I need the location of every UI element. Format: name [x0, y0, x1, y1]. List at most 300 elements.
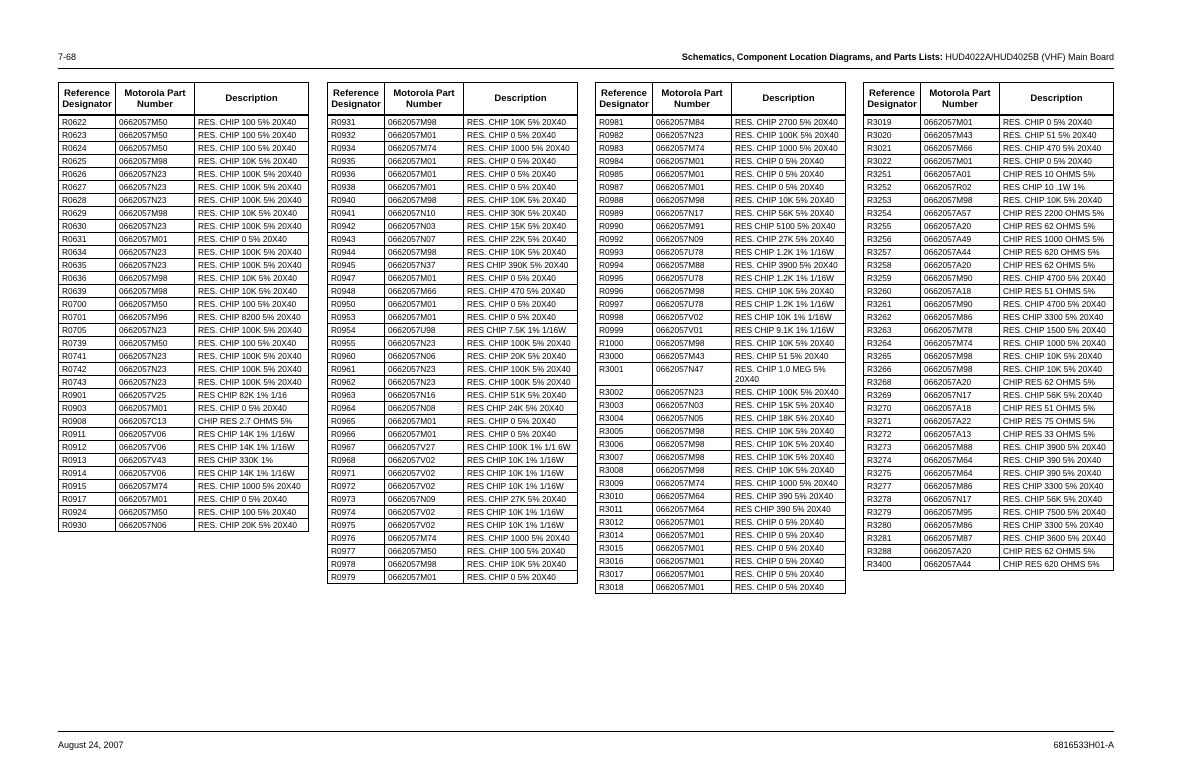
part-number: 0662057A18 — [921, 402, 1000, 415]
part-number: 0662057M88 — [921, 441, 1000, 454]
footer-rule — [58, 731, 1114, 732]
description: RES. CHIP 22K 5% 20X40 — [464, 233, 578, 246]
description: RES. CHIP 100 5% 20X40 — [195, 298, 309, 311]
table-row — [328, 194, 578, 207]
table-row — [59, 298, 309, 311]
description: RES. CHIP 10K 5% 20X40 — [732, 194, 846, 207]
column-header-part-number: Motorola Part Number — [116, 83, 195, 116]
table-header-row — [328, 83, 578, 116]
reference-designator: R0973 — [328, 493, 385, 506]
table-header-row — [864, 83, 1114, 116]
reference-designator: R3012 — [596, 516, 653, 529]
table-row — [596, 324, 846, 337]
part-number: 0662057N09 — [653, 233, 732, 246]
part-number: 0662057N23 — [116, 363, 195, 376]
description: RES. CHIP 18K 5% 20X40 — [732, 412, 846, 425]
reference-designator: R3015 — [596, 542, 653, 555]
table-row — [864, 389, 1114, 402]
table-row — [596, 477, 846, 490]
reference-designator: R3281 — [864, 532, 921, 545]
part-number: 0662057N23 — [116, 324, 195, 337]
table-row — [596, 259, 846, 272]
reference-designator: R0972 — [328, 480, 385, 493]
part-number: 0662057M66 — [921, 142, 1000, 155]
description: CHIP RES 51 OHMS 5% — [1000, 402, 1114, 415]
reference-designator: R3288 — [864, 545, 921, 558]
reference-designator: R0742 — [59, 363, 116, 376]
part-number: 0662057M01 — [116, 493, 195, 506]
part-number: 0662057M98 — [385, 246, 464, 259]
table-row — [328, 506, 578, 519]
description: RES. CHIP 0 5% 20X40 — [732, 542, 846, 555]
part-number: 0662057N47 — [653, 363, 732, 386]
reference-designator: R0914 — [59, 467, 116, 480]
reference-designator: R3255 — [864, 220, 921, 233]
description: RES. CHIP 0 5% 20X40 — [1000, 115, 1114, 129]
description: RES. CHIP 7500 5% 20X40 — [1000, 506, 1114, 519]
table-row — [864, 415, 1114, 428]
column-header-description: Description — [1000, 83, 1114, 116]
table-row — [596, 168, 846, 181]
table-row — [59, 376, 309, 389]
part-number: 0662057M01 — [653, 529, 732, 542]
parts-table-3 — [595, 82, 846, 594]
reference-designator: R0948 — [328, 285, 385, 298]
reference-designator: R0947 — [328, 272, 385, 285]
table-row — [328, 454, 578, 467]
reference-designator: R3010 — [596, 490, 653, 503]
table-row — [596, 412, 846, 425]
part-number: 0662057M01 — [653, 555, 732, 568]
part-number: 0662057M95 — [921, 506, 1000, 519]
part-number: 0662057N17 — [921, 389, 1000, 402]
reference-designator: R0996 — [596, 285, 653, 298]
part-number: 0662057M43 — [653, 350, 732, 363]
parts-table-4 — [863, 82, 1114, 571]
table-row — [864, 441, 1114, 454]
part-number: 0662057N23 — [653, 129, 732, 142]
reference-designator: R0627 — [59, 181, 116, 194]
part-number: 0662057V06 — [116, 428, 195, 441]
part-number: 0662057M74 — [921, 337, 1000, 350]
reference-designator: R0626 — [59, 168, 116, 181]
part-number: 0662057M84 — [653, 115, 732, 129]
table-row — [59, 194, 309, 207]
description: RES. CHIP 0 5% 20X40 — [732, 529, 846, 542]
part-number: 0662057V02 — [385, 480, 464, 493]
description: RES CHIP 1.2K 1% 1/16W — [732, 272, 846, 285]
table-row — [596, 298, 846, 311]
table-header-row — [596, 83, 846, 116]
description: RES CHIP 1.2K 1% 1/16W — [732, 298, 846, 311]
description: CHIP RES 620 OHMS 5% — [1000, 558, 1114, 571]
part-number: 0662057M01 — [116, 233, 195, 246]
header-title-rest: HUD4022A/HUD4025B (VHF) Main Board — [942, 52, 1114, 62]
table-row — [59, 428, 309, 441]
description: CHIP RES 75 OHMS 5% — [1000, 415, 1114, 428]
description: RES. CHIP 10K 5% 20X40 — [464, 246, 578, 259]
reference-designator: R3003 — [596, 399, 653, 412]
table-row — [596, 451, 846, 464]
table-row — [59, 467, 309, 480]
description: RES. CHIP 1000 5% 20X40 — [464, 532, 578, 545]
reference-designator: R3274 — [864, 454, 921, 467]
table-row — [596, 246, 846, 259]
table-row — [864, 402, 1114, 415]
description: RES. CHIP 10K 5% 20X40 — [195, 272, 309, 285]
table-row — [864, 181, 1114, 194]
reference-designator: R0977 — [328, 545, 385, 558]
part-number: 0662057N23 — [116, 181, 195, 194]
table-row — [328, 571, 578, 584]
reference-designator: R0979 — [328, 571, 385, 584]
table-row — [596, 568, 846, 581]
part-number: 0662057A20 — [921, 259, 1000, 272]
description: RES. CHIP 10K 5% 20X40 — [464, 558, 578, 571]
column-header-reference: Reference Designator — [864, 83, 921, 116]
part-number: 0662057N23 — [116, 220, 195, 233]
description: RES. CHIP 15K 5% 20X40 — [464, 220, 578, 233]
part-number: 0662057N23 — [116, 259, 195, 272]
reference-designator: R0987 — [596, 181, 653, 194]
reference-designator: R0967 — [328, 441, 385, 454]
table-row — [59, 259, 309, 272]
reference-designator: R0965 — [328, 415, 385, 428]
description: RES CHIP 10K 1% 1/16W — [464, 506, 578, 519]
description: RES. CHIP 0 5% 20X40 — [195, 233, 309, 246]
reference-designator: R0635 — [59, 259, 116, 272]
reference-designator: R0631 — [59, 233, 116, 246]
part-number: 0662057N23 — [385, 363, 464, 376]
reference-designator: R0930 — [59, 519, 116, 532]
description: RES. CHIP 10K 5% 20X40 — [732, 438, 846, 451]
table-row — [864, 480, 1114, 493]
description: RES. CHIP 51 5% 20X40 — [1000, 129, 1114, 142]
description: RES CHIP 10K 1% 1/16W — [732, 311, 846, 324]
part-number: 0662057M01 — [653, 181, 732, 194]
table-row — [59, 337, 309, 350]
part-number: 0662057M01 — [921, 155, 1000, 168]
table-row — [59, 155, 309, 168]
part-number: 0662057M98 — [921, 363, 1000, 376]
reference-designator: R3258 — [864, 259, 921, 272]
part-number: 0662057M01 — [385, 181, 464, 194]
description: RES. CHIP 100 5% 20X40 — [195, 115, 309, 129]
part-number: 0662057M01 — [653, 542, 732, 555]
table-row — [59, 168, 309, 181]
description: RES. CHIP 100K 5% 20X40 — [195, 350, 309, 363]
description: RES. CHIP 30K 5% 20X40 — [464, 207, 578, 220]
table-row — [328, 115, 578, 129]
description: RES. CHIP 10K 5% 20X40 — [195, 207, 309, 220]
description: CHIP RES 62 OHMS 5% — [1000, 376, 1114, 389]
part-number: 0662057N16 — [385, 389, 464, 402]
part-number: 0662057M98 — [653, 337, 732, 350]
reference-designator: R3008 — [596, 464, 653, 477]
table-row — [864, 467, 1114, 480]
table-row — [328, 220, 578, 233]
table-row — [864, 194, 1114, 207]
part-number: 0662057V27 — [385, 441, 464, 454]
table-row — [328, 233, 578, 246]
table-row — [596, 425, 846, 438]
part-number: 0662057M98 — [116, 272, 195, 285]
table-row — [59, 441, 309, 454]
reference-designator: R3273 — [864, 441, 921, 454]
description: RES. CHIP 0 5% 20X40 — [464, 181, 578, 194]
table-row — [59, 415, 309, 428]
description: RES. CHIP 0 5% 20X40 — [732, 568, 846, 581]
table-row — [328, 311, 578, 324]
description: RES. CHIP 100 5% 20X40 — [464, 545, 578, 558]
table-row — [59, 129, 309, 142]
table-row — [59, 311, 309, 324]
table-row — [864, 207, 1114, 220]
part-number: 0662057M01 — [653, 168, 732, 181]
part-number: 0662057M66 — [385, 285, 464, 298]
reference-designator: R3280 — [864, 519, 921, 532]
part-number: 0662057M86 — [921, 480, 1000, 493]
parts-table-1 — [58, 82, 309, 532]
table-row — [328, 428, 578, 441]
description: RES. CHIP 100K 5% 20X40 — [464, 376, 578, 389]
part-number: 0662057N07 — [385, 233, 464, 246]
description: RES. CHIP 0 5% 20X40 — [464, 311, 578, 324]
part-number: 0662057M01 — [921, 115, 1000, 129]
part-number: 0662057M91 — [653, 220, 732, 233]
description: RES. CHIP 10K 5% 20X40 — [195, 155, 309, 168]
table-row — [864, 376, 1114, 389]
reference-designator: R3022 — [864, 155, 921, 168]
description: RES CHIP 10K 1% 1/16W — [464, 480, 578, 493]
part-number: 0662057M90 — [921, 298, 1000, 311]
description: RES. CHIP 100K 5% 20X40 — [195, 376, 309, 389]
part-number: 0662057A44 — [921, 558, 1000, 571]
reference-designator: R0940 — [328, 194, 385, 207]
reference-designator: R0971 — [328, 467, 385, 480]
part-number: 0662057U78 — [653, 272, 732, 285]
reference-designator: R0623 — [59, 129, 116, 142]
part-number: 0662057V02 — [385, 467, 464, 480]
description: RES. CHIP 100K 5% 20X40 — [195, 259, 309, 272]
description: RES. CHIP 100K 5% 20X40 — [464, 363, 578, 376]
description: RES. CHIP 10K 5% 20X40 — [732, 451, 846, 464]
part-number: 0662057M98 — [116, 155, 195, 168]
reference-designator: R0976 — [328, 532, 385, 545]
part-number: 0662057M64 — [653, 503, 732, 516]
description: RES. CHIP 3900 5% 20X40 — [732, 259, 846, 272]
table-row — [328, 168, 578, 181]
reference-designator: R3016 — [596, 555, 653, 568]
part-number: 0662057A49 — [921, 233, 1000, 246]
table-row — [596, 337, 846, 350]
table-row — [864, 115, 1114, 129]
description: RES. CHIP 100 5% 20X40 — [195, 506, 309, 519]
table-row — [864, 519, 1114, 532]
table-row — [59, 285, 309, 298]
part-number: 0662057M01 — [653, 516, 732, 529]
description: CHIP RES 62 OHMS 5% — [1000, 220, 1114, 233]
part-number: 0662057A57 — [921, 207, 1000, 220]
table-row — [864, 545, 1114, 558]
table-row — [864, 493, 1114, 506]
description: RES CHIP 3300 5% 20X40 — [1000, 480, 1114, 493]
part-number: 0662057M50 — [116, 142, 195, 155]
table-row — [596, 220, 846, 233]
description: RES. CHIP 100K 5% 20X40 — [195, 194, 309, 207]
description: RES. CHIP 0 5% 20X40 — [1000, 155, 1114, 168]
part-number: 0662057V02 — [385, 506, 464, 519]
part-number: 0662057M01 — [385, 571, 464, 584]
description: RES. CHIP 1000 5% 20X40 — [732, 477, 846, 490]
table-row — [864, 454, 1114, 467]
part-number: 0662057M78 — [921, 324, 1000, 337]
description: RES CHIP 14K 1% 1/16W — [195, 467, 309, 480]
description: RES. CHIP 0 5% 20X40 — [732, 168, 846, 181]
table-row — [596, 386, 846, 399]
column-header-description: Description — [195, 83, 309, 116]
part-number: 0662057N10 — [385, 207, 464, 220]
table-row — [59, 246, 309, 259]
footer-date: August 24, 2007 — [58, 740, 124, 750]
description: CHIP RES 33 OHMS 5% — [1000, 428, 1114, 441]
part-number: 0662057M01 — [385, 168, 464, 181]
table-row — [596, 272, 846, 285]
description: RES. CHIP 1000 5% 20X40 — [464, 142, 578, 155]
reference-designator: R3006 — [596, 438, 653, 451]
reference-designator: R0968 — [328, 454, 385, 467]
description: RES. CHIP 1000 5% 20X40 — [195, 480, 309, 493]
reference-designator: R0950 — [328, 298, 385, 311]
reference-designator: R3268 — [864, 376, 921, 389]
reference-designator: R3266 — [864, 363, 921, 376]
part-number: 0662057V25 — [116, 389, 195, 402]
part-number: 0662057A22 — [921, 415, 1000, 428]
description: RES. CHIP 100 5% 20X40 — [195, 129, 309, 142]
reference-designator: R0963 — [328, 389, 385, 402]
table-row — [864, 233, 1114, 246]
reference-designator: R0741 — [59, 350, 116, 363]
reference-designator: R0989 — [596, 207, 653, 220]
reference-designator: R0628 — [59, 194, 116, 207]
description: RES CHIP 9.1K 1% 1/16W — [732, 324, 846, 337]
part-number: 0662057N03 — [653, 399, 732, 412]
description: RES CHIP 3300 5% 20X40 — [1000, 311, 1114, 324]
part-number: 0662057U78 — [653, 298, 732, 311]
part-number: 0662057N23 — [116, 350, 195, 363]
reference-designator: R0915 — [59, 480, 116, 493]
table-row — [59, 493, 309, 506]
reference-designator: R0743 — [59, 376, 116, 389]
table-row — [864, 337, 1114, 350]
part-number: 0662057V06 — [116, 441, 195, 454]
reference-designator: R3269 — [864, 389, 921, 402]
part-number: 0662057M43 — [921, 129, 1000, 142]
description: RES. CHIP 100 5% 20X40 — [195, 337, 309, 350]
reference-designator: R0639 — [59, 285, 116, 298]
description: RES. CHIP 56K 5% 20X40 — [1000, 389, 1114, 402]
reference-designator: R0982 — [596, 129, 653, 142]
reference-designator: R0953 — [328, 311, 385, 324]
description: RES. CHIP 10K 5% 20X40 — [732, 285, 846, 298]
table-row — [328, 298, 578, 311]
part-number: 0662057M74 — [116, 480, 195, 493]
description: RES CHIP 390K 5% 20X40 — [464, 259, 578, 272]
part-number: 0662057N09 — [385, 493, 464, 506]
part-number: 0662057M96 — [116, 311, 195, 324]
reference-designator: R3000 — [596, 350, 653, 363]
table-row — [596, 311, 846, 324]
reference-designator: R0700 — [59, 298, 116, 311]
description: RES. CHIP 4700 5% 20X40 — [1000, 272, 1114, 285]
table-row — [328, 532, 578, 545]
part-number: 0662057N17 — [653, 207, 732, 220]
reference-designator: R0985 — [596, 168, 653, 181]
reference-designator: R3259 — [864, 272, 921, 285]
description: RES. CHIP 10K 5% 20X40 — [732, 464, 846, 477]
table-row — [59, 389, 309, 402]
description: RES CHIP 1.2K 1% 1/16W — [732, 246, 846, 259]
reference-designator: R0622 — [59, 115, 116, 129]
table-row — [328, 142, 578, 155]
table-row — [328, 246, 578, 259]
part-number: 0662057M01 — [385, 415, 464, 428]
table-row — [328, 259, 578, 272]
table-row — [59, 115, 309, 129]
table-row — [328, 324, 578, 337]
table-row — [328, 415, 578, 428]
part-number: 0662057M98 — [653, 285, 732, 298]
table-row — [59, 402, 309, 415]
table-row — [328, 558, 578, 571]
description: RES CHIP 10K 1% 1/16W — [464, 467, 578, 480]
table-row — [59, 207, 309, 220]
part-number: 0662057M87 — [921, 532, 1000, 545]
column-header-reference: Reference Designator — [59, 83, 116, 116]
reference-designator: R3004 — [596, 412, 653, 425]
part-number: 0662057N06 — [385, 350, 464, 363]
description: RES. CHIP 10K 5% 20X40 — [464, 194, 578, 207]
reference-designator: R3260 — [864, 285, 921, 298]
reference-designator: R3021 — [864, 142, 921, 155]
part-number: 0662057M01 — [385, 298, 464, 311]
reference-designator: R0962 — [328, 376, 385, 389]
part-number: 0662057V02 — [385, 519, 464, 532]
description: RES CHIP 390 5% 20X40 — [732, 503, 846, 516]
description: RES. CHIP 1.0 MEG 5% 20X40 — [732, 363, 846, 386]
column-header-part-number: Motorola Part Number — [385, 83, 464, 116]
description: RES CHIP 14K 1% 1/16W — [195, 428, 309, 441]
description: RES CHIP 100K 1% 1/1 6W — [464, 441, 578, 454]
description: RES. CHIP 100K 5% 20X40 — [195, 363, 309, 376]
table-row — [59, 454, 309, 467]
part-number: 0662057M98 — [385, 115, 464, 129]
part-number: 0662057M98 — [116, 207, 195, 220]
table-row — [596, 529, 846, 542]
description: RES. CHIP 100K 5% 20X40 — [195, 181, 309, 194]
part-number: 0662057N23 — [385, 337, 464, 350]
part-number: 0662057U98 — [385, 324, 464, 337]
table-row — [328, 389, 578, 402]
table-row — [59, 363, 309, 376]
description: RES. CHIP 0 5% 20X40 — [195, 402, 309, 415]
part-number: 0662057M98 — [116, 285, 195, 298]
reference-designator: R0917 — [59, 493, 116, 506]
description: RES. CHIP 10K 5% 20X40 — [464, 115, 578, 129]
description: RES. CHIP 10K 5% 20X40 — [732, 337, 846, 350]
description: RES. CHIP 0 5% 20X40 — [732, 516, 846, 529]
reference-designator: R0955 — [328, 337, 385, 350]
